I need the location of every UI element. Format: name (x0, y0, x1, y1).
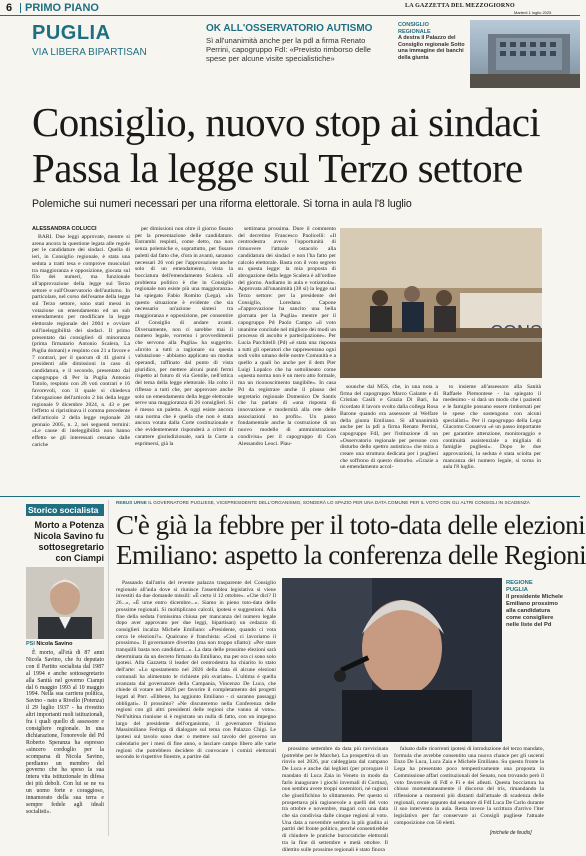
subheadline: Polemiche sui numeri necessari per una riforma elettorale. Si torna in aula l'8 luglio (32, 198, 412, 210)
masthead: LA GAZZETTA DEL MEZZOGIORNO (405, 3, 515, 9)
region-title: PUGLIA (32, 22, 111, 44)
headline2-line1: C'è già la febbre per il toto-data delle elezioni (116, 510, 586, 540)
nicola-savino-portrait (26, 567, 104, 639)
caption-top-label1: CONSIGLIO (398, 22, 429, 28)
article1-col1: BARI. Due leggi approvate, mentre si arena ancora la questione legata alle regole per le candidature dei sindaci. Quella di ieri, in Consiglio regionale, è stata una seduta a tratti tesa e comprovе muscolari tra maggioranza e opposizione, giocata sul filo dei numeri, ma funzionale all'approvazione della legge sul Terzo settore e sull'Osservatorio dell'autismo. In particolare, nel corso dell'esame della legge sul Terzo settore, sono stati messi in votazione un emendamento ed un sub emendamento per modificare la legge elettorale regionale del 2004 e ovviare sull'ineleggibilità dei sindaci. Il primo presentato dai consiglieri di minoranza (prima firmatario Antonio Scalera, La Puglia domani) e respinto con 21 a favore e 7 contrari, per il quorum di 41 giorni i presidenti alle dimissioni in caso di candidatura, e il secondo, presentato dal capogruppo di Per la Puglia Antonio Tutolo, respinto con 28 voti contrari e 16 favorevoli, con il quale si chiedeva l'abrogazione dell'articolo 2 bis della legge regionale 9 dicembre 2024, n. 43 e per l'effetto si ripristinava il comma precedente dell'articolo 2 della legge regionale 28 gennaio 2005, n. 2, nei seguenti termini: «Le cause di ineleggibilità non hanno effetto se gli interessati cessano dalle cariche (32, 234, 130, 448)
kicker2-lead: REBUS URNE (116, 500, 147, 505)
caption-top (398, 22, 468, 61)
council-photo (340, 228, 542, 378)
article2-signature: [michele de feudis] (490, 830, 532, 836)
kicker-text: Sì all'unanimità anche per la pdl a firma Renato Perrini, capogruppo FdI: «Previsto rimborso delle spese per alcune visite specialistiche» (206, 36, 372, 64)
headline-line1: Consiglio, nuovo stop ai sindaci (32, 99, 541, 145)
sidebar-photo-caption (26, 641, 104, 647)
headline2-line2: Emiliano: aspetto la conferenza delle Regioni (116, 540, 586, 570)
caption-top-label2: REGIONALE (398, 28, 431, 35)
sidebar (26, 504, 104, 841)
article1-col2: per dimissioni non oltre il giorno fissato per la presentazione delle candidature. Entrambi respinti, come detto, ma non senza polemiche e, soprattutto, per fissare paletti dal fatto che, d'ora in avanti, saranno necessari 26 voti per l'approvazione anche solo di un emendamento, vista la bocciatura dell'emendamento Scalera. «Il problema politico è che in Consiglio regionale non esiste più una maggioranza» ha spiegato Fabio Romito (Lega). «In questo situazione è evidente che sia necessario un'azione sintesi tra maggioranza e opposizione, per consentire al Consiglio di andare avanti. Diversamente, non ci sarebbe mai il numero legale, vorremo i provvedimenti che servono alla Puglia» ha suggerito. «Invito a tutti a ragionare su questa valutazione - abbiamo applicato un modus operandi, raffinato dal punto di vista giuridico, per mettere alcuni punti fermi rispetto al futuro di via Gentile, nell'ottica del tema della legge elettorale. Ha colto il riflesso a tutti che, per approvare anche solo un emendamento della legge elettorale serve una maggioranza di 26 consiglieri. Si è messo un paletto. A oggi esiste ancora una norma che è quella che non è stata ancora votata dalla Corte costituzionale e che evidentemente risponderà a criteri di carattere giurisdizionale, sarà la Corte a esprimersi, già la (135, 226, 233, 447)
sidebar-text: È morto, all'età di 87 anni Nicola Savino, che fu deputato con il Partito socialista dal 1987 al 1994 e anche sottosegretario alla Sanità nel governo Ciampi dal 6 maggio 1993 al 10 maggio 1994. Nella sua carriera politica, Savino - nato a Rivello (Potenza) il 29 luglio 1937 - ha rivestito altri importanti ruoli istituzionali, fra i quali quello di assessore e consigliere regionale. In una dichiarazione, l'onorevole del Pd Roberto Speranza ha espresso «sincero cordoglio per la scomparsa di Nicola Savino, perdiamo un membro del governo che ha speso la sua intera vita istituzionale in difesa dei più deboli. Con lui se ne va un uomo forte e coraggioso, innamorato della sua terra e sempre fedele agli ideali socialisti». (26, 650, 104, 815)
kicker2-text: IL GOVERNATORE PUGLIESE, VICEPRESIDENTE DELL'ORGANISMO, SONDERÀ LO SPAZIO PER UNA DATA COMUNE PER IL VOTO CON GLI ALTRI CONSIGLI IN SCADENZA (148, 500, 530, 505)
sidebar-title: Morto a Potenza Nicola Savino fu sottosegretario con Ciampi (33, 520, 104, 563)
page-number: 6 (6, 2, 13, 14)
article2-col3: falsato dalle ricorrenti ipotesi di introduzione del terzo mandato, formula che avrebbe consentito una nuova chance per gli uscenti Enzo De Luca, Luca Zaia e Michele Emiliano. Su questo fronte la Lega ha presentato poco tempestivamente una proposta in Commissione affari costituzionali del Senato, non trovando però il voto favorevole di FdI e Fi e dei alleati. Questa bocciatura ha chiuso momentaneamente il discorso del tris, rimandando la riflessione a momenti più distanti dall'attuale di scadenza delle regionali, come appunto dal senatore di FdI Luca De Carlo durante il suo intervento in aula. Resta invece la scrittura d'arrivo l'iter legislativo per far conservare ai Consigli pugliese l'attuale composizione con 50 eletti. (394, 746, 544, 826)
sidebar-label: Storico socialista (26, 504, 104, 516)
sidebar-divider (108, 500, 109, 836)
article2-col1: Passando dall'atrio del revente palazzo trasparente del Consiglio regionale all'aula dove si riunisce l'assemblea legislativa si viene investiti da due domande missili: «È certo il 12 ottobre». «Che dici? Il 26...», «È urne entro dicembre...». Siamo in pieno toto-data delle prossime regionali. Si moltiplicano calcoli, ipotesi e suggestioni. Alla fine della seduta l'omissima chiusa per mancanza del numero legale dopo aver approvato per due leggi, bipartisan) un cedazzo di consiglieri incalza Michele Emiliano: «Presidente, quando ci vota cerca le elezioni?». Qualcuno è franchista: «Così ci lavoriamo il prossimo». Il governatore divertito (ma non troppo sfiatto): «Per stare tranquilli basta non candidarsi...». La data delle prossime elezioni sarà determinata da un decreto firmato da Emiliano, ma per ora ci sono solo ipotesi. Alla Gazzetta il leader del centrodestra ha chiarito lo stato dell'arte: «Lo spostamento nel 2026 della data di alcune elezioni comunali ha alimentato le richieste più svariate». L'ultima è quella avanzata dal governatore della Campania, Vincenzo De Luca, che chiede di votare nel 2026 per favorire il completamento dei progetti legati al Pnrr. «Ebbene, ha aggiunto Emiliano - ci saranno passaggi obbligati». Il prossimo? «Ne discuteremo nella Conferenza delle regioni con gli altri presidenti delle regioni che vanno al voto». Nell'ultima riunione si è registrato un nulla di fatto, con un impegno largo del presidente dell'organismo, il governatore friulano Massimiliano Fedriga di dialogare sul tema con Palazzo Chigi. Le ipotesi sul tavolo sono due: o mettere sul tavolo del governo un calendario per i mesi di fine anno, o lasciare campo libero alle varie regioni che potrebbero decidere di convocare i comizi elettorali secondo le rispettive finestre, a partire dal (116, 580, 276, 761)
header-date: Martedì 1 luglio 2025 (514, 10, 552, 15)
headline-line2: Passa la legge sul Terzo settore (32, 145, 523, 191)
sidebar-photo (26, 567, 104, 639)
caption2 (506, 580, 566, 629)
region-subtitle: VIA LIBERA BIPARTISAN (32, 47, 147, 58)
article2-col2: prossimo settembre da data più ravvicinata (potrebbe per le Marche). La prospettiva di un rinvio nel 2026, pur caldeggiata dal campano De Luca e anche dai leghisti (per prorogare il mandato di Luca Zaia in Veneto in modo da farlo inaugurare i giochi invernali di Cortina), non sembra avere troppi sostenitori, né ragioni che giustifichino lo slittamento. Per questo si prospettava più ragionevole a quelli del voto tra ottobre e novembre, magari con una data che sia condivisa dalle cinque regioni al voto. Una data a novembre sembra la più gradita ai partiti del fronte politico, perché consentirebbe di chiudere le pratiche burocratiche elettorali tra la fine di settembre e metà ottobre. Il dilettito sulle prossime regionali è stato finora (282, 746, 388, 853)
council-benches-image (340, 228, 542, 378)
article1-col4: sounche dal M5S, che, in una nota a firma del capogruppo Marco Galante e di Cristian Casili e Grazia Di Bari, ha ricordato il lavoro svolto dalla collega Rosa Barone quando era assessore al Welfare della giunta Emiliano. Sì all'unanimità anche per la pdl a firma Renato Perrini, capogruppo FdI, per l'istituzione di un «Osservatorio regionale per persone con disturbo dello spettro autistico» che mira a creare una struttura dedicata per i pugliesi che soffrono di questo disturbo. «Grazie a un emendamento accol- (340, 384, 438, 471)
michele-emiliano-image (282, 578, 502, 742)
sidebar-caption-label: PSI (26, 641, 35, 647)
article1-col3: settimana prossima. Dure il commento del decretino Francesco Paolicelli: «Il centrodestra aveva l'opportunità di rimuovere l'attuale ostacolo alla candidatura dei sindaci e non l'ha fatto per calcolo elettorale. Basta con il voto segreto su questa legge: la mia proposta di abrogazione della legge Scalera è all'ordine del giorno. Andiamo in aula e votiamola». Approvata all'unanimità (38 sì) la legge sul Terzo settore: per la presidente del Consiglio, Loredana Capone «l'approvazione ha sancito una bella giornata per la Puglia» mentre per il capogruppo Pd Paolo Campo «il voto unanime conclude nel migliore dei modi un processo di ascolto e partecipazione». Per Lucia Parchitelli (Pd) «è stata una risposta a tutti gli operatori che rappresentano ogni sodi volto umano delle nostre Comunità e a quello a quali ho anche per il dem Pier Luigi Lopalco che ha sottolineato come «questa norma non è un mero atto formale, ma un riconoscimento tangibile». In casa Pd da registrare anche il plauso del segretario regionale Domenico De Santis che ha parlato di «una risposta di innovazione e modernità alla rete delle associazioni no profit». Un passo fondamentale anche la costruzione di un nuovo modello di amministrazione condivisa» per il capogruppo di Con Alessandro Leoci. Plau- (238, 226, 336, 447)
caption-top-text: A destra il Palazzo del Consiglio regionale Sotto una immagine dei banchi della giunta (398, 35, 465, 61)
article1-col5: to insieme all'assessore alla Sanità Raffaele Piemontese - ha spiegato il medesimo - si darà un modo che i pazienti e le famiglie possano essere rimborsati per le spese che sostengono con alcuni specialisti». Per il capogruppo della Lega Giacomo Conserva «è un passo importante per garantire attenzione, monitoraggio e continuità assistenziale a migliaia di famiglie pugliesi». Dopo le due approvazioni, la seduta è stata sciolta per mancanza del numero legale, si torna in aula l'8 luglio. (443, 384, 541, 471)
sidebar-caption-text: Nicola Savino (36, 641, 73, 647)
kicker-title: OK ALL'OSSERVATORIO AUTISMO (206, 23, 373, 34)
header-divider (20, 3, 21, 13)
section-divider (0, 496, 580, 497)
caption2-label2: PUGLIA (506, 587, 528, 593)
page-header (0, 0, 580, 16)
palace-photo (470, 20, 580, 88)
emiliano-photo (282, 578, 502, 742)
kicker2 (116, 500, 580, 505)
caption2-label1: REGIONE (506, 580, 533, 586)
palace-building-image (470, 20, 580, 88)
caption2-text: Il presidente Michele Emiliano prossimo alla candidatura come consigliere nelle liste del Pd (506, 594, 564, 628)
section-title: PRIMO PIANO (25, 2, 99, 14)
byline: ALESSANDRA COLUCCI (32, 226, 97, 232)
